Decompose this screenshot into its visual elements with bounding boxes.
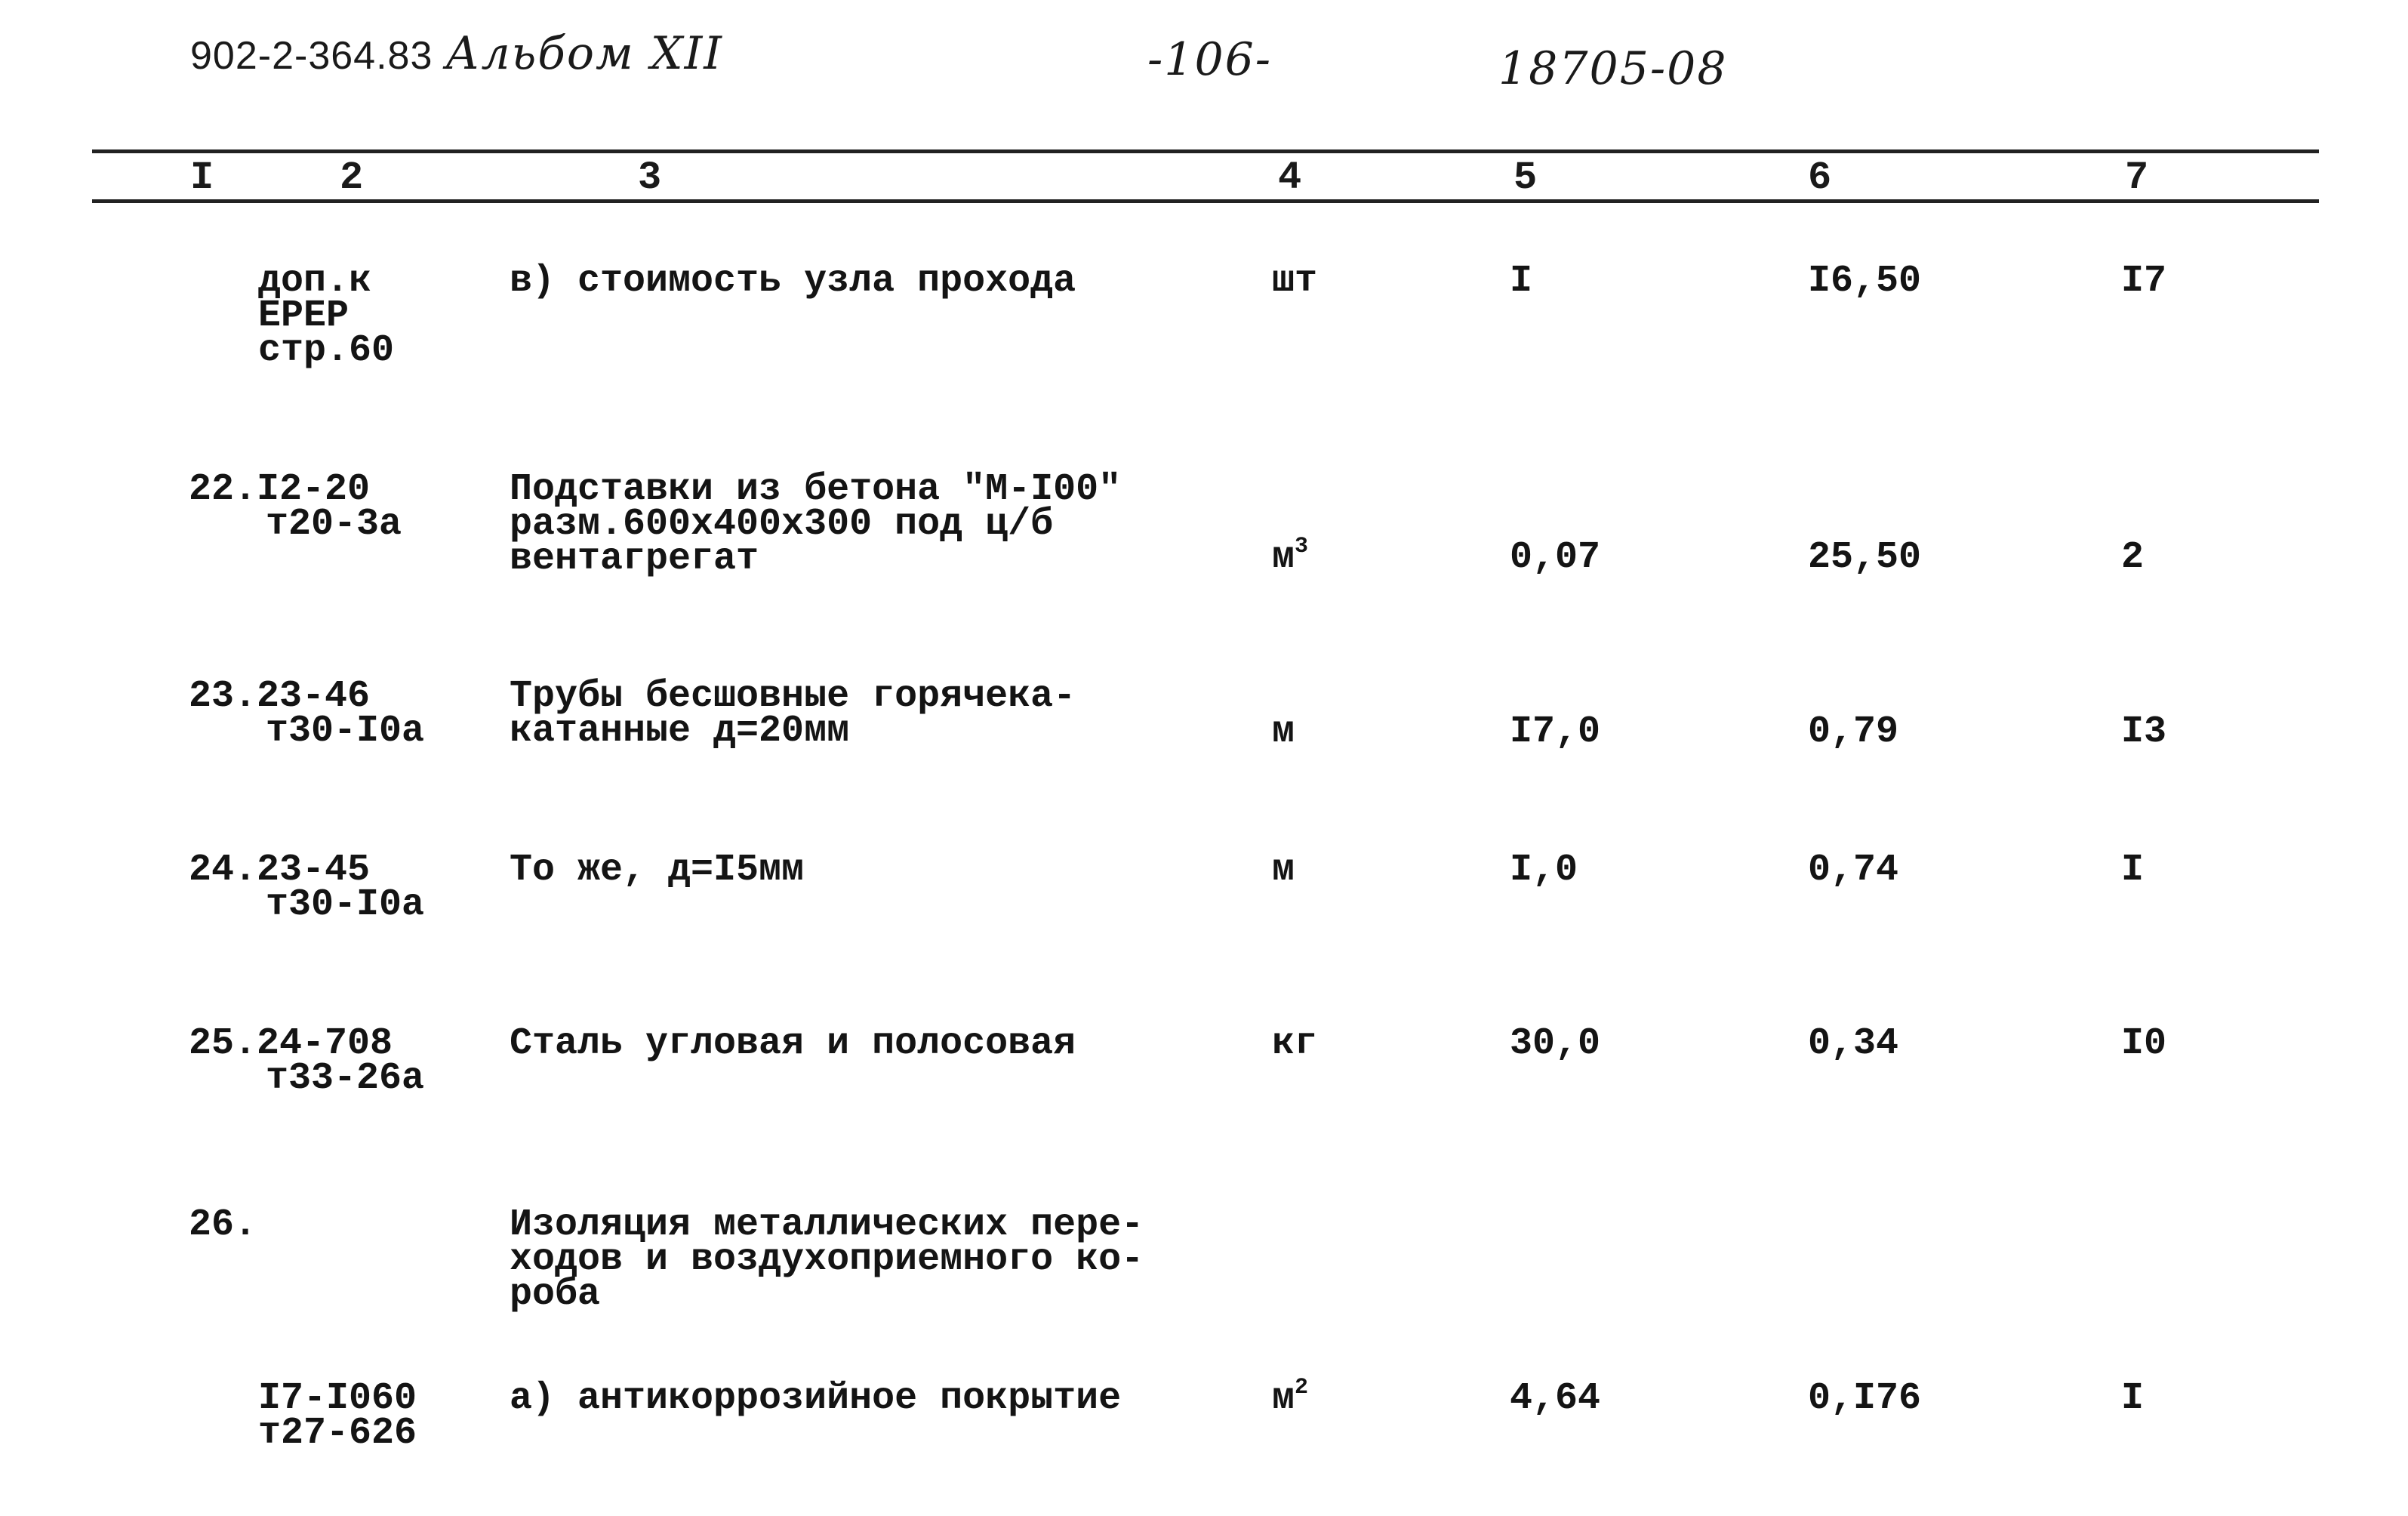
row-description: Подставки из бетона "М-I00" разм.600х400х300 под ц/б вентагрегат [510,468,1122,581]
row-code-line: т30-I0а [266,883,425,926]
row-code-line: стр.60 [258,329,395,372]
row-number: 26. [189,1203,257,1246]
row-description: Изоляция металлических пере- ходов и воздухоприемного ко- роба [510,1203,1144,1316]
column-number-1: I [190,156,214,200]
row-code [189,1022,425,1100]
row-unit [1272,710,1295,753]
row-unit-text: кг [1272,1022,1318,1065]
row-description: Трубы бесшовные горячека- катанные д=20мм [510,675,1076,753]
row-code-line: т33-26а [266,1057,425,1100]
page-number: -106- [1147,33,1273,86]
row-number: 22. [189,468,257,511]
row-code [189,468,402,546]
row-unit-price: 0,79 [1808,710,1899,753]
row-code-line: т27-626 [258,1412,417,1455]
row-code [189,1377,417,1455]
row-unit-exponent: 2 [1295,1375,1309,1400]
row-number: 23. [189,675,257,718]
row-unit [1272,534,1309,579]
row-unit [1272,1022,1318,1065]
row-description: Сталь угловая и полосовая [510,1022,1076,1065]
column-number-2: 2 [340,156,364,200]
row-unit [1272,1375,1309,1420]
row-code-line: т30-I0а [266,710,425,753]
column-number-6: 6 [1808,156,1832,200]
row-code-line: 23-46 [257,675,371,718]
row-quantity: I [1510,260,1533,303]
row-quantity: I7,0 [1510,710,1601,753]
row-unit-exponent: 3 [1295,534,1309,559]
row-total: I0 [2121,1022,2167,1065]
row-number: 24. [189,849,257,892]
project-number: 18705-08 [1498,42,1728,95]
row-total: 2 [2121,536,2145,579]
row-unit-price: 0,I76 [1808,1377,1922,1420]
row-code [189,849,425,926]
row-description: в) стоимость узла прохода [510,260,1076,303]
row-unit-price: 0,34 [1808,1022,1899,1065]
column-number-5: 5 [1513,156,1538,200]
row-unit-text: м [1272,849,1295,892]
row-quantity: I,0 [1510,849,1578,892]
row-code [189,675,425,753]
row-description: То же, д=I5мм [510,849,805,892]
row-unit-text: м [1272,1377,1295,1420]
row-quantity: 4,64 [1510,1377,1601,1420]
row-unit [1272,849,1295,892]
row-total: I [2121,1377,2145,1420]
row-unit-text: м [1272,536,1295,579]
row-total: I3 [2121,710,2167,753]
row-number: 25. [189,1022,257,1065]
row-code-line: т20-3а [266,503,402,546]
row-code-line: доп.к [258,260,372,303]
row-code [189,260,395,372]
row-total: I [2121,849,2145,892]
row-code-line: 23-45 [257,849,371,892]
row-code-line: 24-708 [257,1022,393,1065]
row-code-line: I2-20 [257,468,371,511]
row-unit-price: I6,50 [1808,260,1922,303]
table-top-rule [92,149,2319,153]
row-code-line: I7-I060 [258,1377,417,1420]
row-quantity: 30,0 [1510,1022,1601,1065]
column-number-7: 7 [2125,156,2149,200]
doc-number: 902-2-364.83 [190,34,433,78]
row-unit-price: 25,50 [1808,536,1922,579]
row-unit-text: шт [1272,260,1318,303]
row-unit-price: 0,74 [1808,849,1899,892]
row-total: I7 [2121,260,2167,303]
row-quantity: 0,07 [1510,536,1601,579]
row-unit [1272,260,1318,303]
table-header-rule [92,199,2319,203]
column-number-3: 3 [638,156,662,200]
row-unit-text: м [1272,710,1295,753]
row-description: а) антикоррозийное покрытие [510,1377,1122,1420]
album-label: Альбом XII [445,27,723,80]
row-code-line: ЕРЕР [258,294,349,337]
column-number-4: 4 [1278,156,1302,200]
